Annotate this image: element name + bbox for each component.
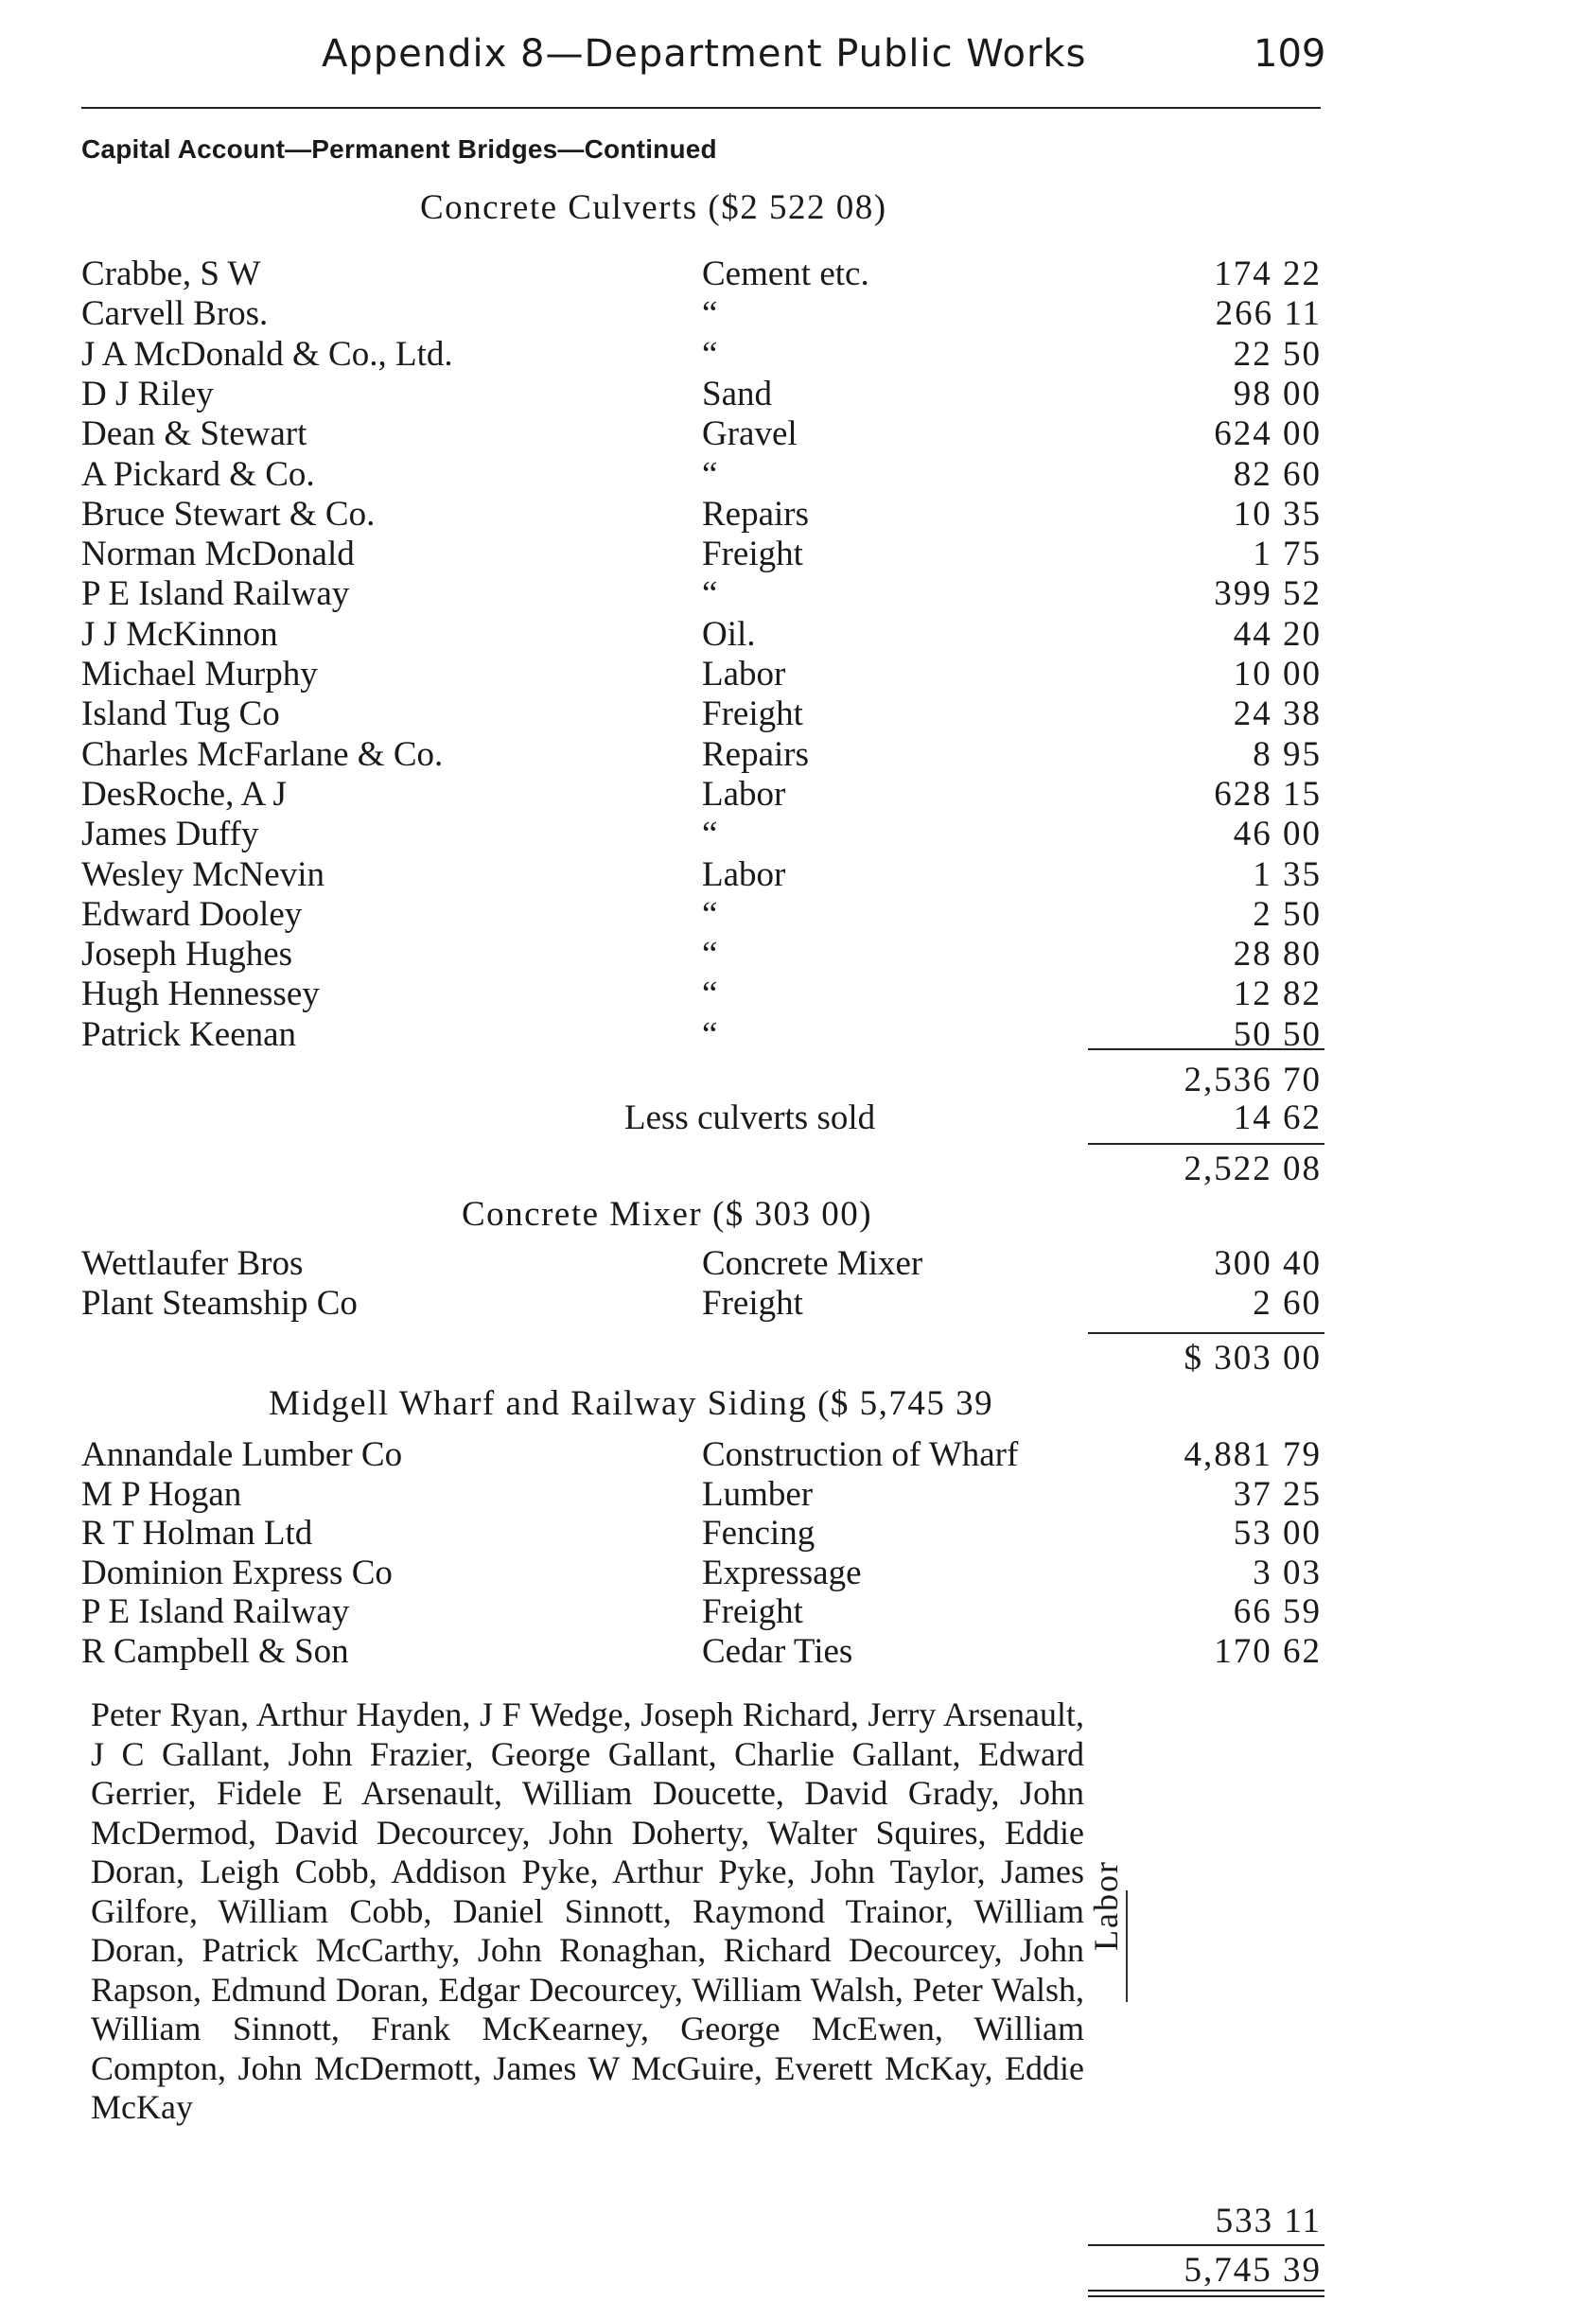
ledger-row — [0, 1434, 1596, 1474]
payee-name: Edward Dooley — [81, 894, 303, 934]
item-amount: 22 50 — [1233, 334, 1322, 374]
item-description: Labor — [702, 774, 786, 814]
item-amount: 53 00 — [1233, 1514, 1322, 1553]
mixer-total-rule — [1088, 1332, 1324, 1334]
ledger-row — [0, 654, 1596, 694]
item-description: Sand — [702, 374, 772, 413]
ledger-row — [0, 614, 1596, 654]
item-description: Freight — [702, 1284, 803, 1323]
payee-name: Bruce Stewart & Co. — [81, 494, 376, 534]
item-description: Lumber — [702, 1474, 814, 1514]
payee-name: Annandale Lumber Co — [81, 1435, 403, 1474]
item-amount: 3 03 — [1253, 1553, 1322, 1592]
payee-name: Dominion Express Co — [81, 1553, 393, 1592]
payee-name: Patrick Keenan — [81, 1014, 297, 1054]
midgell-title: Midgell Wharf and Railway Siding ($ 5,745 39 — [269, 1384, 994, 1423]
item-amount: 628 15 — [1214, 774, 1322, 814]
payee-name: A Pickard & Co. — [81, 454, 315, 494]
header-rule — [81, 107, 1321, 109]
item-amount: 399 52 — [1214, 574, 1322, 614]
item-description: Construction of Wharf — [702, 1435, 1019, 1474]
ledger-row — [0, 934, 1596, 974]
item-description: Labor — [702, 854, 786, 894]
ledger-row — [0, 774, 1596, 814]
payee-name: DesRoche, A J — [81, 774, 287, 814]
less-culverts-amount: 14 62 — [1233, 1098, 1322, 1137]
item-description: Freight — [702, 535, 803, 574]
labor-amount-row — [0, 2201, 1596, 2240]
labor-names-paragraph: Peter Ryan, Arthur Hayden, J F Wedge, Joseph Richard, Jerry Arsenault, J C Gallant, John Frazier, George Gallant, Charlie Gallant, Edward Gerrier, Fidele E Arsenault, William Doucette, David Grady, John McDermod, David Decourcey, John Doherty, Walter Squires, Eddie Doran, Leigh Cobb, Addison Pyke, Arthur Pyke, John Taylor, James Gilfore, William Cobb, Daniel Sinnott, Raymond Trainor, William Doran, Patrick McCarthy, John Ronaghan, Richard Decourcey, John Rapson, Edmund Doran, Edgar Decourcey, William Walsh, Peter Walsh, William Sinnott, Frank McKearney, George McEwen, William Compton, John McDermott, James W McGuire, Everett McKay, Eddie McKay — [91, 1695, 1084, 2126]
ledger-row — [0, 1553, 1596, 1592]
item-amount: 2 50 — [1253, 894, 1322, 934]
item-description: “ — [702, 1014, 718, 1054]
ledger-row — [0, 534, 1596, 573]
payee-name: Plant Steamship Co — [81, 1284, 358, 1323]
payee-name: P E Island Railway — [81, 574, 350, 614]
item-amount: 266 11 — [1215, 294, 1322, 334]
item-amount: 46 00 — [1233, 815, 1322, 854]
item-amount: 10 35 — [1233, 494, 1322, 534]
midgell-total-double-rule-1 — [1088, 2290, 1324, 2292]
culverts-total-rule — [1088, 1143, 1324, 1145]
item-amount: 174 22 — [1214, 255, 1322, 293]
item-amount: 170 62 — [1214, 1631, 1322, 1671]
mixer-total-row — [0, 1338, 1596, 1378]
ledger-row — [0, 894, 1596, 934]
payee-name: Crabbe, S W — [81, 255, 261, 293]
item-description: Fencing — [702, 1514, 816, 1553]
ledger-row — [0, 974, 1596, 1013]
payee-name: Island Tug Co — [81, 694, 280, 734]
item-amount: 28 80 — [1233, 935, 1322, 975]
payee-name: James Duffy — [81, 815, 259, 854]
mixer-total: $ 303 00 — [1184, 1339, 1322, 1378]
item-description: “ — [702, 894, 718, 934]
midgell-total-rule — [1088, 2244, 1324, 2246]
item-description: Oil. — [702, 614, 756, 654]
payee-name: Michael Murphy — [81, 655, 318, 694]
item-amount: 2 60 — [1253, 1284, 1322, 1323]
page-header-title: Appendix 8—Department Public Works — [322, 32, 1087, 76]
payee-name: R Campbell & Son — [81, 1631, 349, 1671]
item-description: Labor — [702, 655, 786, 694]
ledger-row — [0, 293, 1596, 333]
ledger-row — [0, 734, 1596, 774]
culverts-subtotal-rule — [1088, 1048, 1324, 1050]
item-amount: 10 00 — [1233, 655, 1322, 694]
item-description: Repairs — [702, 734, 810, 774]
payee-name: Hugh Hennessey — [81, 975, 320, 1014]
item-description: “ — [702, 935, 718, 975]
ledger-row — [0, 494, 1596, 534]
ledger-row — [0, 694, 1596, 733]
ledger-row — [0, 1243, 1596, 1283]
item-description: “ — [702, 454, 718, 494]
payee-name: Joseph Hughes — [81, 935, 293, 975]
item-amount: 98 00 — [1233, 374, 1322, 413]
item-description: Gravel — [702, 414, 798, 454]
item-amount: 82 60 — [1233, 454, 1322, 494]
item-description: “ — [702, 815, 718, 854]
labor-side-label: Labor — [1087, 1860, 1125, 1951]
item-description: “ — [702, 334, 718, 374]
payee-name: M P Hogan — [81, 1474, 242, 1514]
item-description: Cement etc. — [702, 255, 869, 293]
payee-name: P E Island Railway — [81, 1592, 350, 1631]
ledger-row — [0, 1513, 1596, 1553]
ledger-row — [0, 374, 1596, 413]
ledger-row — [0, 573, 1596, 613]
item-description: “ — [702, 975, 718, 1014]
section-subheading: Capital Account—Permanent Bridges—Continued — [81, 134, 717, 164]
payee-name: Wesley McNevin — [81, 854, 324, 894]
payee-name: R T Holman Ltd — [81, 1514, 313, 1553]
payee-name: Carvell Bros. — [81, 294, 269, 334]
payee-name: Wettlaufer Bros — [81, 1244, 304, 1283]
midgell-total-double-rule-2 — [1088, 2295, 1324, 2297]
item-description: Freight — [702, 1592, 803, 1631]
labor-amount: 533 11 — [1215, 2202, 1322, 2240]
ledger-row — [0, 1474, 1596, 1514]
culverts-title: Concrete Culverts ($2 522 08) — [420, 188, 887, 227]
mixer-title: Concrete Mixer ($ 303 00) — [462, 1195, 873, 1234]
ledger-row — [0, 254, 1596, 293]
ledger-row — [0, 413, 1596, 453]
payee-name: J A McDonald & Co., Ltd. — [81, 334, 453, 374]
midgell-total-row — [0, 2250, 1596, 2290]
payee-name: Charles McFarlane & Co. — [81, 734, 444, 774]
less-culverts-label: Less culverts sold — [624, 1098, 876, 1137]
item-description: Repairs — [702, 494, 810, 534]
culverts-total: 2,522 08 — [1184, 1150, 1322, 1188]
ledger-row — [0, 1014, 1596, 1054]
item-amount: 1 35 — [1253, 854, 1322, 894]
payee-name: J J McKinnon — [81, 614, 278, 654]
payee-name: Norman McDonald — [81, 535, 355, 574]
item-description: Cedar Ties — [702, 1631, 853, 1671]
item-amount: 1 75 — [1253, 535, 1322, 574]
ledger-row — [0, 1631, 1596, 1671]
ledger-row — [0, 334, 1596, 374]
item-description: “ — [702, 574, 718, 614]
culverts-subtotal-row — [0, 1060, 1596, 1099]
ledger-row — [0, 1591, 1596, 1631]
payee-name: Dean & Stewart — [81, 414, 307, 454]
item-amount: 300 40 — [1214, 1244, 1322, 1283]
item-amount: 44 20 — [1233, 614, 1322, 654]
item-description: Expressage — [702, 1553, 862, 1592]
item-amount: 8 95 — [1253, 734, 1322, 774]
item-description: Freight — [702, 694, 803, 734]
culverts-total-row — [0, 1149, 1596, 1188]
item-description: “ — [702, 294, 718, 334]
ledger-row — [0, 1283, 1596, 1323]
culverts-less-row — [0, 1098, 1596, 1137]
ledger-row — [0, 454, 1596, 494]
item-amount: 4,881 79 — [1184, 1435, 1322, 1474]
item-amount: 50 50 — [1233, 1014, 1322, 1054]
labor-brace — [1126, 1890, 1128, 2002]
ledger-row — [0, 854, 1596, 894]
midgell-total: 5,745 39 — [1184, 2251, 1322, 2290]
item-amount: 12 82 — [1233, 975, 1322, 1014]
page-number: 109 — [1254, 32, 1326, 76]
culverts-subtotal: 2,536 70 — [1184, 1061, 1322, 1099]
item-amount: 24 38 — [1233, 694, 1322, 734]
item-amount: 624 00 — [1214, 414, 1322, 454]
item-amount: 37 25 — [1233, 1474, 1322, 1514]
payee-name: D J Riley — [81, 374, 214, 413]
item-description: Concrete Mixer — [702, 1244, 923, 1283]
item-amount: 66 59 — [1233, 1592, 1322, 1631]
ledger-row — [0, 814, 1596, 853]
